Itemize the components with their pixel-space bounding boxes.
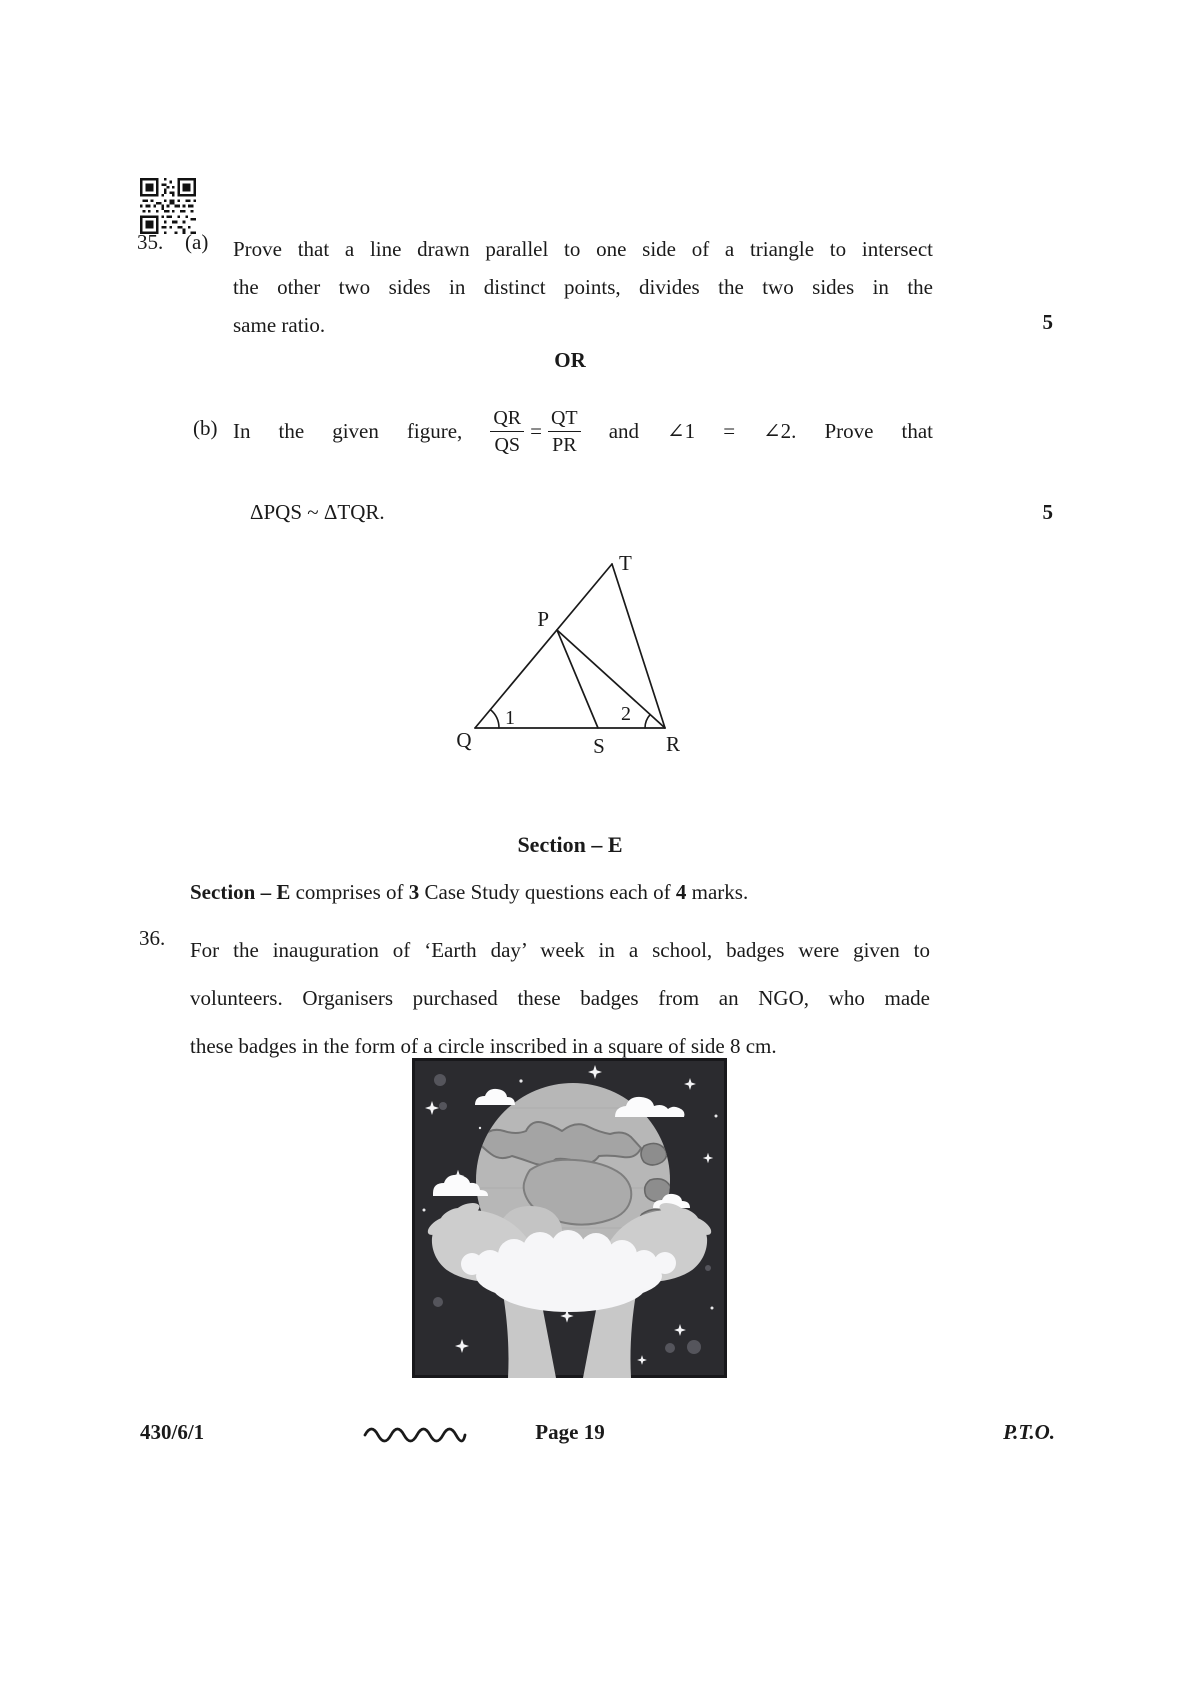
question-number: 35. bbox=[137, 230, 164, 254]
marks-35b: 5 bbox=[1042, 500, 1053, 524]
word: Prove bbox=[824, 418, 874, 443]
vertex-label-Q: Q bbox=[456, 728, 472, 752]
text-line: Prove that a line drawn parallel to one side of a triangle to intersect bbox=[233, 237, 933, 261]
text-line: the other two sides in distinct points, divides the two sides in the bbox=[233, 275, 933, 299]
text-line: volunteers. Organisers purchased these badges from an NGO, who made bbox=[190, 986, 930, 1010]
text-line: For the inauguration of ‘Earth day’ week in a school, badges were given to bbox=[190, 938, 930, 962]
angle-1: ∠1 bbox=[667, 418, 696, 443]
note-bold: Section – E bbox=[190, 880, 291, 904]
equals-sign: = bbox=[530, 418, 542, 443]
question-35a bbox=[137, 230, 1055, 350]
denominator: PR bbox=[552, 433, 577, 456]
question-35b-line1 bbox=[233, 396, 933, 466]
ratio-equation bbox=[490, 406, 580, 457]
angle-arc-2 bbox=[645, 715, 650, 728]
angle-arc-1 bbox=[490, 710, 499, 728]
fraction-qr-qs bbox=[490, 406, 524, 457]
note-bold: 3 bbox=[408, 880, 420, 904]
word: and bbox=[608, 418, 640, 443]
angle-2: ∠2. bbox=[763, 418, 797, 443]
note-text: marks. bbox=[686, 880, 749, 904]
numerator: QR bbox=[490, 406, 524, 432]
vertex-label-P: P bbox=[537, 607, 549, 631]
triangle-figure bbox=[420, 546, 700, 760]
word: In bbox=[233, 418, 251, 443]
vertex-label-S: S bbox=[593, 734, 605, 758]
vertex-label-R: R bbox=[665, 732, 681, 756]
section-e-heading: Section – E bbox=[517, 832, 623, 857]
note-text: Case Study questions each of bbox=[419, 880, 676, 904]
denominator: QS bbox=[494, 433, 521, 456]
question-35b bbox=[137, 396, 1055, 466]
question-36-text bbox=[190, 926, 930, 1070]
qr-code bbox=[140, 178, 196, 234]
word: that bbox=[901, 418, 933, 443]
line-PS bbox=[557, 630, 598, 728]
word: = bbox=[723, 418, 736, 443]
word: figure, bbox=[406, 418, 463, 443]
text-line: same ratio. bbox=[233, 313, 326, 337]
section-e-note bbox=[190, 880, 748, 905]
fraction-qt-pr bbox=[548, 406, 581, 457]
numerator: QT bbox=[548, 406, 581, 432]
line-QT bbox=[475, 564, 612, 728]
text-line: these badges in the form of a circle inscribed in a square of side 8 cm. bbox=[190, 1034, 777, 1058]
angle-label-1: 1 bbox=[505, 707, 515, 729]
or-separator: OR bbox=[554, 348, 586, 372]
word: the bbox=[278, 418, 305, 443]
word: given bbox=[332, 418, 379, 443]
question-number: 36. bbox=[139, 926, 166, 950]
pto-label: P.T.O. bbox=[1003, 1420, 1055, 1444]
question-35a-text bbox=[233, 230, 933, 344]
similarity-statement: ΔPQS ~ ΔTQR. bbox=[250, 500, 385, 524]
part-a-label: (a) bbox=[185, 230, 209, 254]
angle-label-2: 2 bbox=[621, 703, 631, 725]
note-bold: 4 bbox=[675, 880, 687, 904]
earth-day-illustration bbox=[412, 1058, 727, 1378]
vertex-label-T: T bbox=[619, 551, 632, 575]
note-text: comprises of bbox=[290, 880, 409, 904]
page-number: Page 19 bbox=[535, 1420, 605, 1444]
part-b-label: (b) bbox=[193, 416, 218, 440]
marks-35a: 5 bbox=[1042, 310, 1053, 334]
paper-code: 430/6/1 bbox=[140, 1420, 205, 1444]
